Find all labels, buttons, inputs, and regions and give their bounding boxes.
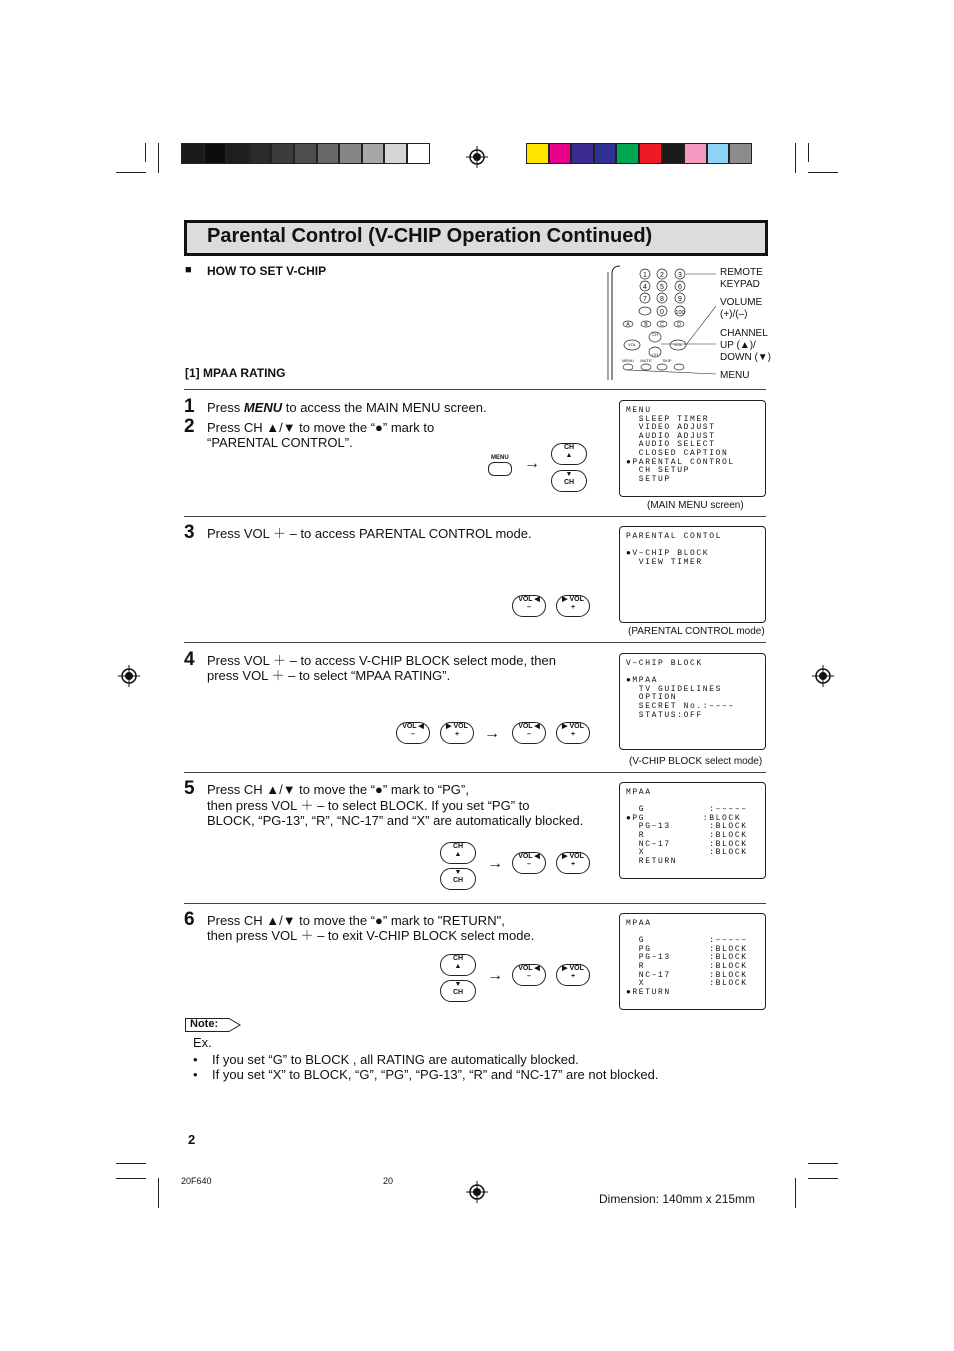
screen-line: V–CHIP BLOCK bbox=[626, 659, 703, 668]
arrow-icon: → bbox=[524, 455, 540, 472]
svg-text:CH: CH bbox=[652, 332, 658, 337]
crop-mark bbox=[116, 1178, 146, 1179]
step-text: Press VOL ＋ – to access V-CHIP BLOCK select mode, then bbox=[207, 653, 556, 668]
parental-control-screen bbox=[619, 526, 766, 623]
vol-minus-button[interactable]: VOL ◀ – bbox=[396, 722, 430, 744]
ch-down-button[interactable]: ▼ CH bbox=[551, 470, 587, 492]
screen-line: R :BLOCK bbox=[626, 961, 748, 971]
remote-label: REMOTE bbox=[720, 267, 763, 278]
svg-text:B: B bbox=[644, 322, 648, 328]
svg-text:3: 3 bbox=[678, 272, 682, 279]
color-swatch bbox=[662, 143, 685, 164]
page-title: Parental Control (V-CHIP Operation Continued) bbox=[207, 225, 653, 247]
remote-label: VOLUME bbox=[720, 297, 763, 308]
screen-line: MPAA bbox=[626, 919, 652, 928]
screen-line: TV GUIDELINES bbox=[626, 684, 723, 694]
color-swatch bbox=[294, 143, 317, 164]
screen-line: ●V–CHIP BLOCK bbox=[626, 549, 710, 559]
svg-text:7: 7 bbox=[643, 296, 647, 303]
section-divider bbox=[184, 516, 766, 517]
screen-line: AUDIO SELECT bbox=[626, 440, 716, 450]
screen-line: RETURN bbox=[626, 856, 678, 866]
screen-line: VIDEO ADJUST bbox=[626, 423, 716, 433]
note-example: Ex. bbox=[193, 1035, 212, 1050]
screen-line: NC–17 :BLOCK bbox=[626, 970, 748, 980]
remote-control-illustration bbox=[604, 264, 716, 380]
section-divider bbox=[184, 642, 766, 643]
svg-text:D: D bbox=[677, 322, 681, 328]
step-number: 1 bbox=[184, 396, 195, 417]
screen-caption: (PARENTAL CONTROL mode) bbox=[628, 626, 765, 637]
step-number: 6 bbox=[184, 909, 195, 930]
crop-mark bbox=[795, 1178, 796, 1208]
screen-line: G :––––– bbox=[626, 936, 748, 946]
screen-line: ●MPAA bbox=[626, 676, 659, 686]
screen-line: X :BLOCK bbox=[626, 848, 748, 858]
screen-line: ●RETURN bbox=[626, 987, 671, 997]
note-item: • If you set “G” to BLOCK , all RATING are automatically blocked. bbox=[193, 1052, 579, 1067]
ch-down-button[interactable]: ▼ CH bbox=[440, 868, 476, 890]
registration-mark-icon bbox=[466, 1181, 488, 1203]
color-swatch bbox=[317, 143, 340, 164]
svg-text:MENU: MENU bbox=[622, 358, 634, 363]
step-text: Press VOL ＋ – to access PARENTAL CONTROL mode. bbox=[207, 526, 532, 541]
screen-line: STATUS:OFF bbox=[626, 710, 703, 720]
step-text: Press CH ▲/▼ to move the “●” mark to “PG”, bbox=[207, 782, 469, 797]
color-swatch bbox=[407, 143, 430, 164]
svg-text:A: A bbox=[626, 322, 630, 328]
screen-line: ●PARENTAL CONTROL bbox=[626, 457, 735, 467]
page-title-box bbox=[184, 220, 768, 256]
screen-line: PG :BLOCK bbox=[626, 944, 748, 954]
screen-line: PG–13 :BLOCK bbox=[626, 822, 748, 832]
color-swatch bbox=[594, 143, 617, 164]
step-text: press VOL ＋ – to select “MPAA RATING”. bbox=[207, 668, 451, 683]
step-text: Press MENU to access the MAIN MENU screen. bbox=[207, 400, 487, 415]
arrow-icon: → bbox=[487, 967, 503, 984]
remote-label: UP (▲)/ bbox=[720, 340, 756, 351]
screen-line: SETUP bbox=[626, 474, 671, 484]
ch-up-button[interactable]: CH ▲ bbox=[440, 954, 476, 976]
step-number: 3 bbox=[184, 522, 195, 543]
screen-line: X :BLOCK bbox=[626, 979, 748, 989]
step-text: then press VOL ＋ – to exit V-CHIP BLOCK select mode. bbox=[207, 928, 535, 943]
registration-mark-icon bbox=[466, 146, 488, 168]
color-swatch bbox=[384, 143, 407, 164]
crop-mark bbox=[808, 1163, 838, 1164]
svg-text:5: 5 bbox=[660, 284, 664, 291]
color-swatch bbox=[226, 143, 249, 164]
color-swatch bbox=[707, 143, 730, 164]
screen-caption: (MAIN MENU screen) bbox=[647, 500, 744, 511]
svg-text:0: 0 bbox=[660, 309, 664, 316]
dimension-text: Dimension: 140mm x 215mm bbox=[599, 1192, 756, 1206]
main-menu-screen bbox=[619, 400, 766, 497]
svg-text:100: 100 bbox=[675, 310, 685, 316]
svg-text:C: C bbox=[660, 322, 664, 328]
svg-text:9: 9 bbox=[678, 296, 682, 303]
step-number: 4 bbox=[184, 649, 195, 670]
screen-line: VIEW TIMER bbox=[626, 557, 703, 567]
screen-line: NC–17 :BLOCK bbox=[626, 839, 748, 849]
color-swatch bbox=[249, 143, 272, 164]
color-swatch bbox=[729, 143, 752, 164]
screen-line: CH SETUP bbox=[626, 466, 691, 476]
section-divider bbox=[184, 903, 766, 904]
remote-label: CHANNEL bbox=[720, 328, 768, 339]
section-divider bbox=[184, 389, 766, 390]
remote-label: KEYPAD bbox=[720, 279, 760, 290]
screen-line: OPTION bbox=[626, 693, 678, 703]
vol-plus-button[interactable]: ▶ VOL + bbox=[556, 964, 590, 986]
color-swatch bbox=[549, 143, 572, 164]
mpaa-return-screen bbox=[619, 913, 766, 1010]
note-label: Note: bbox=[190, 1018, 219, 1030]
vol-plus-button[interactable]: ▶ VOL + bbox=[556, 595, 590, 617]
step-number: 5 bbox=[184, 778, 195, 799]
color-swatch bbox=[526, 143, 549, 164]
step-text: Press CH ▲/▼ to move the “●” mark to "RETURN", bbox=[207, 913, 505, 928]
screen-line: PG–13 :BLOCK bbox=[626, 953, 748, 963]
arrow-icon: → bbox=[487, 855, 503, 872]
ch-down-button[interactable]: ▼ CH bbox=[440, 980, 476, 1002]
step-text: BLOCK, “PG-13”, “R”, “NC-17” and “X” are automatically blocked. bbox=[207, 813, 584, 828]
screen-line: MPAA bbox=[626, 788, 652, 797]
color-swatch bbox=[339, 143, 362, 164]
menu-button[interactable] bbox=[488, 462, 512, 476]
remote-label: DOWN (▼) bbox=[720, 352, 771, 363]
mpaa-screen bbox=[619, 782, 766, 879]
screen-line: ●PG :BLOCK bbox=[626, 813, 742, 823]
vol-plus-button[interactable]: ▶ VOL + bbox=[556, 722, 590, 744]
crop-mark bbox=[808, 172, 838, 173]
color-swatch bbox=[271, 143, 294, 164]
svg-text:6: 6 bbox=[678, 284, 682, 291]
screen-line: CLOSED CAPTION bbox=[626, 448, 729, 458]
screen-line: G :––––– bbox=[626, 805, 748, 815]
crop-mark bbox=[158, 1178, 159, 1208]
screen-caption: (V-CHIP BLOCK select mode) bbox=[629, 756, 763, 767]
svg-text:CH: CH bbox=[652, 352, 658, 357]
screen-line: PARENTAL CONTOL bbox=[626, 532, 723, 541]
svg-text:VOL: VOL bbox=[627, 342, 637, 347]
step-number: 2 bbox=[184, 416, 195, 437]
vol-minus-button[interactable]: VOL ◀ – bbox=[512, 852, 546, 874]
vol-minus-button[interactable]: VOL ◀ – bbox=[512, 595, 546, 617]
ch-up-button[interactable]: CH ▲ bbox=[440, 842, 476, 864]
color-swatch bbox=[616, 143, 639, 164]
vol-plus-button[interactable]: ▶ VOL + bbox=[440, 722, 474, 744]
step-text: then press VOL ＋ – to select BLOCK. If you set “PG” to bbox=[207, 798, 530, 813]
color-swatch bbox=[571, 143, 594, 164]
svg-text:1: 1 bbox=[643, 272, 647, 279]
color-swatch bbox=[181, 143, 204, 164]
color-swatch bbox=[684, 143, 707, 164]
screen-line: SLEEP TIMER bbox=[626, 414, 710, 424]
arrow-icon: → bbox=[484, 725, 500, 742]
crop-mark bbox=[116, 172, 146, 173]
model-number: 20F640 bbox=[181, 1176, 212, 1186]
screen-line: AUDIO ADJUST bbox=[626, 431, 716, 441]
crop-mark bbox=[158, 143, 159, 173]
svg-text:VOL: VOL bbox=[673, 342, 683, 347]
subsection-heading: [1] MPAA RATING bbox=[185, 366, 286, 380]
color-swatch bbox=[639, 143, 662, 164]
crop-mark bbox=[808, 143, 809, 162]
section-heading: HOW TO SET V-CHIP bbox=[207, 264, 327, 278]
screen-line: R :BLOCK bbox=[626, 830, 748, 840]
svg-text:MUTE: MUTE bbox=[640, 358, 652, 363]
color-swatch bbox=[204, 143, 227, 164]
crop-mark bbox=[795, 143, 796, 173]
note-label-box bbox=[185, 1018, 237, 1032]
registration-mark-icon bbox=[118, 665, 140, 687]
svg-text:2: 2 bbox=[660, 272, 664, 279]
screen-line: MENU bbox=[626, 406, 652, 415]
color-swatch bbox=[362, 143, 385, 164]
step-text: “PARENTAL CONTROL”. bbox=[207, 435, 353, 450]
crop-mark bbox=[808, 1178, 838, 1179]
menu-button-label: MENU bbox=[491, 455, 509, 461]
note-item: • If you set “X” to BLOCK, “G”, “PG”, “PG-13”, “R” and “NC-17” are not blocked. bbox=[193, 1067, 659, 1082]
svg-text:SKIP: SKIP bbox=[662, 358, 672, 363]
sheet-number: 20 bbox=[383, 1176, 394, 1186]
section-divider bbox=[184, 772, 766, 773]
step-text: Press CH ▲/▼ to move the “●” mark to bbox=[207, 420, 435, 435]
vchip-block-screen bbox=[619, 653, 766, 750]
vol-minus-button[interactable]: VOL ◀ – bbox=[512, 964, 546, 986]
vol-plus-button[interactable]: ▶ VOL + bbox=[556, 852, 590, 874]
svg-text:8: 8 bbox=[660, 296, 664, 303]
crop-mark bbox=[116, 1163, 146, 1164]
page-number: 2 bbox=[188, 1132, 196, 1147]
bullet-icon: ■ bbox=[185, 264, 192, 276]
vol-minus-button[interactable]: VOL ◀ – bbox=[512, 722, 546, 744]
ch-up-button[interactable]: CH ▲ bbox=[551, 443, 587, 465]
svg-text:4: 4 bbox=[643, 284, 647, 291]
remote-label: MENU bbox=[720, 370, 750, 381]
registration-mark-icon bbox=[812, 665, 834, 687]
crop-mark bbox=[145, 143, 146, 162]
screen-line: SECRET No.:–––– bbox=[626, 701, 735, 711]
remote-label: (+)/(–) bbox=[720, 309, 748, 320]
